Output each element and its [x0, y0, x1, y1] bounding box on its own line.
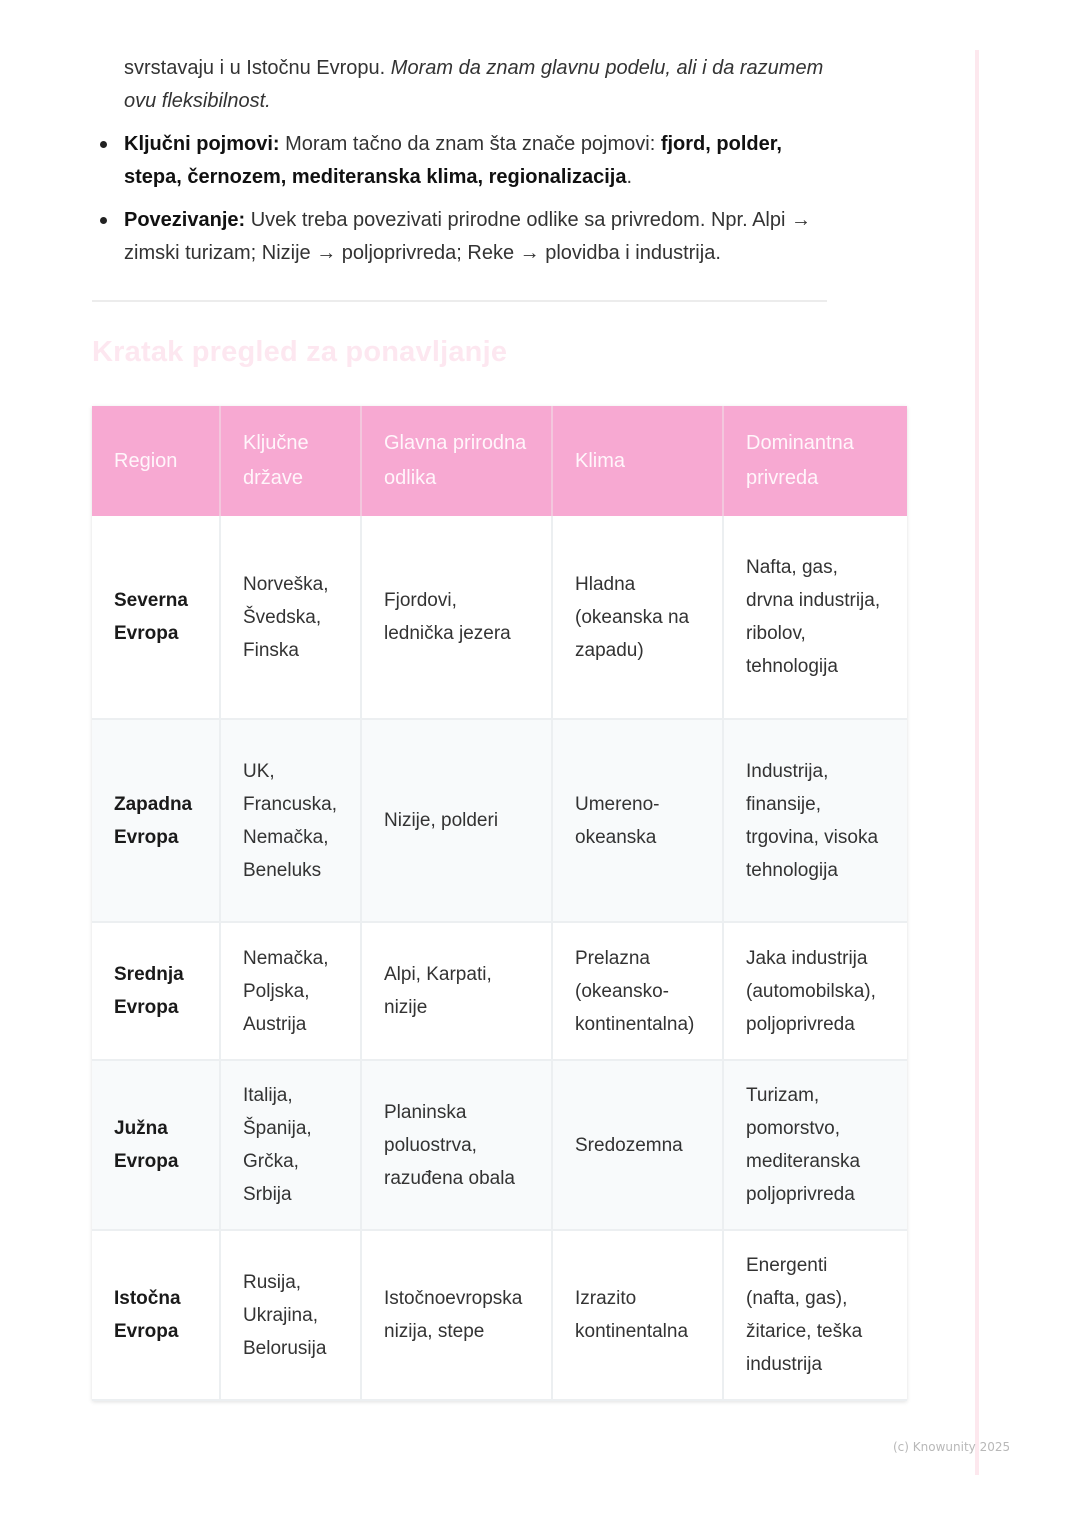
cell-climate: Sredozemna	[552, 1060, 723, 1230]
cell-climate: Izrazito kontinentalna	[552, 1230, 723, 1400]
cell-economy: Industrija, finansije, trgovina, visoka tehnologija	[723, 719, 907, 922]
cell-region: Južna Evropa	[92, 1060, 220, 1230]
cell-region: Srednja Evropa	[92, 922, 220, 1060]
header-region: Region	[92, 406, 220, 516]
cell-economy: Nafta, gas, drvna industrija, ribolov, tehnologija	[723, 516, 907, 719]
intro-plain-text: svrstavaju i u Istočnu Evropu.	[124, 57, 391, 79]
section-divider	[92, 300, 827, 302]
intro-italic-text: Moram da znam glavnu podelu, ali i da razumem ovu fleksibilnost.	[124, 57, 824, 112]
table-header-row	[92, 406, 907, 516]
bullet-text: Uvek treba povezivati prirodne odlike sa privredom. Npr. Alpi → zimski turizam; Nizije → poljoprivreda; Reke → plovidba i industrija.	[124, 209, 811, 264]
header-key-states: Ključne države	[220, 406, 361, 516]
bullet-item-linking	[92, 204, 832, 270]
cell-states: Nemačka, Poljska, Austrija	[220, 922, 361, 1060]
table-row	[92, 1230, 907, 1400]
table-row	[92, 922, 907, 1060]
bullet-list	[92, 128, 832, 280]
bullet-dot-icon	[100, 217, 107, 224]
cell-climate: Umereno-okeanska	[552, 719, 723, 922]
cell-feature: Nizije, polderi	[361, 719, 552, 922]
cell-economy: Jaka industrija (automobilska), poljoprivreda	[723, 922, 907, 1060]
bullet-end: .	[626, 166, 633, 188]
cell-region: Zapadna Evropa	[92, 719, 220, 922]
cell-feature: Planinska poluostrva, razuđena obala	[361, 1060, 552, 1230]
right-margin-rule	[975, 50, 979, 1475]
overview-table	[92, 406, 907, 1401]
intro-paragraph	[124, 52, 824, 118]
cell-climate: Prelazna (okeansko-kontinentalna)	[552, 922, 723, 1060]
cell-states: Rusija, Ukrajina, Belorusija	[220, 1230, 361, 1400]
bullet-label: Povezivanje:	[124, 209, 246, 231]
cell-states: Italija, Španija, Grčka, Srbija	[220, 1060, 361, 1230]
cell-climate: Hladna (okeanska na zapadu)	[552, 516, 723, 719]
cell-states: UK, Francuska, Nemačka, Beneluks	[220, 719, 361, 922]
cell-economy: Turizam, pomorstvo, mediteranska poljoprivreda	[723, 1060, 907, 1230]
bullet-text: Moram tačno da znam šta znače pojmovi:	[279, 133, 661, 155]
table-row	[92, 719, 907, 922]
header-climate: Klima	[552, 406, 723, 516]
table-row	[92, 516, 907, 719]
bullet-dot-icon	[100, 141, 107, 148]
cell-region: Severna Evropa	[92, 516, 220, 719]
copyright-footer: (c) Knowunity 2025	[893, 1440, 1011, 1454]
bullet-item-key-terms	[92, 128, 832, 194]
table-row	[92, 1060, 907, 1230]
cell-feature: Alpi, Karpati, nizije	[361, 922, 552, 1060]
header-natural-feature: Glavna prirodna odlika	[361, 406, 552, 516]
cell-feature: Istočnoevropska nizija, stepe	[361, 1230, 552, 1400]
bullet-terms: fjord, polder, stepa, černozem, mediteranska klima, regionalizacija	[124, 133, 782, 188]
cell-feature: Fjordovi, lednička jezera	[361, 516, 552, 719]
header-economy: Dominantna privreda	[723, 406, 907, 516]
cell-region: Istočna Evropa	[92, 1230, 220, 1400]
cell-economy: Energenti (nafta, gas), žitarice, teška industrija	[723, 1230, 907, 1400]
section-title: Kratak pregled za ponavljanje	[92, 336, 508, 368]
bullet-label: Ključni pojmovi:	[124, 133, 280, 155]
cell-states: Norveška, Švedska, Finska	[220, 516, 361, 719]
